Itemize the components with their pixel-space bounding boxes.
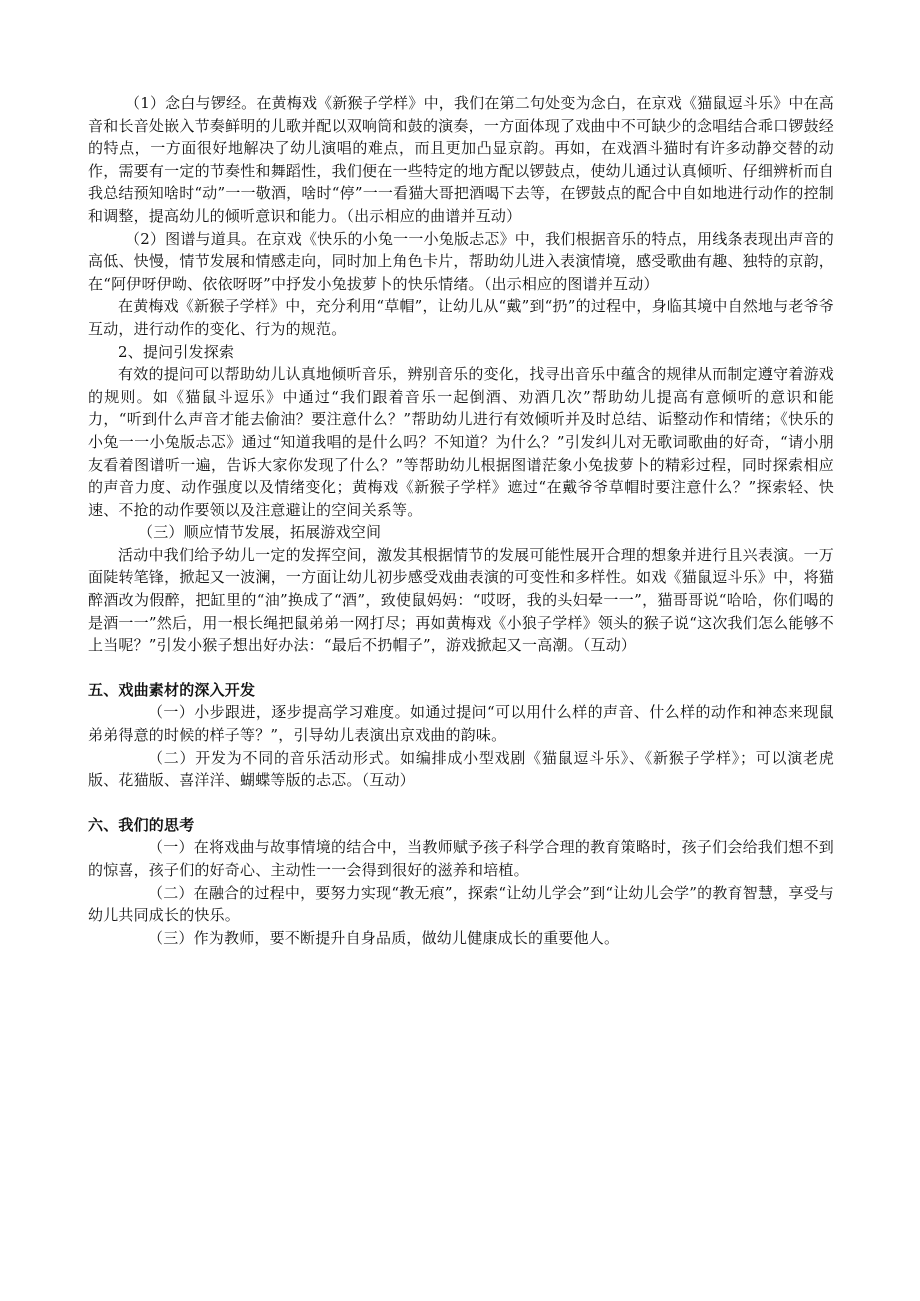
paragraph-six-one: （一）在将戏曲与故事情境的结合中，当教师赋予孩子科学合理的教育策略时，孩子们会给我们想不到的惊喜，孩子们的好奇心、主动性一一会得到很好的滋养和培植。 [88,838,834,879]
subheading-qingjie: （三）顺应情节发展，拓展游戏空间 [138,523,382,542]
paragraph-tiwen: 有效的提问可以帮助幼儿认真地倾听音乐，辨别音乐的变化，找寻出音乐中蕴含的规律从而制定遵守着游戏的规则。如《猫鼠斗逗乐》中通过“我们跟着音乐一起倒酒、劝酒几次”帮助幼儿提高有意倾听的意识和能力，“听到什么声音才能去偷油？要注意什么？”帮助幼儿进行有效倾听并及时总结、诟整动作和情绪；《快乐的小兔一一小兔版忐忑》通过“知道我唱的是什么吗？不知道？为什么？”引发纠儿对无歌词歌曲的好奇，“请小朋友看着图谱听一遍，告诉大家你发现了什么？”等帮助幼儿根据图谱茫象小兔拔萝卜的精彩过程，同时探索相应的声音力度、动作强度以及情绪变化；黄梅戏《新猴子学样》遮过“在戴爷爷草帽时要注意什么？”探索轻、快速、不抢的动作要领以及注意避让的空间关系等。 [88,365,834,519]
section-heading-five: 五、戏曲素材的深入开发 [88,680,256,699]
paragraph-tupu: （2）图谱与道具。在京戏《快乐的小兔一一小兔版忐忑》中，我们根据音乐的特点，用线条表现出声音的高低、快慢，情节发展和情感走向，同时加上角色卡片，帮助幼儿进入表演情境，感受歌曲有趣、独特的京韵，在“阿伊呀伊呦、依依呀呀”中抒发小兔拔萝卜的快乐情绪。（出示相应的图谱并互动） [88,229,834,293]
paragraph-six-two: （二）在融合的过程中，要努力实现“教无痕”，探索“让幼儿学会”到“让幼儿会学”的教育智慧，享受与幼儿共同成长的快乐。 [88,883,834,925]
document-page [88,92,834,949]
paragraph-qingjie: 活动中我们给予幼儿一定的发挥空间，激发其根据情节的发展可能性展开合理的想象并进行且兴表演。一万面陡转笔锋，掀起又一波澜，一方面让幼儿初步感受戏曲表演的可变性和多样性。如戏《猫鼠逗斗乐》中，将猫醉酒改为假醉，把缸里的“油”换成了“酒”，致使鼠妈妈：“哎呀，我的头妇晕一一”，猫哥哥说“哈哈，你们喝的是酒一一”然后，用一根长绳把鼠弟弟一网打尽；再如黄梅戏《小狼子学样》领头的猴子说“这次我们怎么能够不上当呢？”引发小猴子想出好办法：“最后不扔帽子”，游戏掀起又一高潮。（互动） [88,545,834,655]
paragraph-five-one: （一）小步跟进，逐步提高学习难度。如通过提问“可以用什么样的声音、什么样的动作和神态来现鼠弟弟得意的时候的样子等？”，引导幼儿表演出京戏曲的韵味。 [88,703,834,745]
subheading-tiwen: 2、提问引发探索 [118,342,235,361]
paragraph-six-three: （三）作为教师，要不断提升自身品质，做幼儿健康成长的重要他人。 [148,928,620,947]
paragraph-caomao: 在黄梅戏《新猴子学样》中，充分利用“草帽”，让幼儿从“戴”到“扔”的过程中，身临其境中自然地与老爷爷互动，进行动作的变化、行为的规范。 [88,297,835,338]
paragraph-luogu: （1）念白与锣经。在黄梅戏《新猴子学样》中，我们在第二句处变为念白，在京戏《猫鼠逗斗乐》中在高音和长音处嵌入节奏鲜明的儿歌并配以双响筒和鼓的演奏，一方面体现了戏曲中不可缺少的念唱结合乖口锣鼓经的特点，一方面很好地解决了幼儿演唱的难点，而且更加凸显京韵。再如，在戏酒斗猫时有许多动静交替的动作，需要有一定的节奏性和舞蹈性，我们便在一些特定的地方配以锣鼓点，使幼儿通过认真倾听、仔细辨析而自我总结预知啥时“动”一一敬酒，啥时“停”一一看猫大哥把酒喝下去等，在锣鼓点的配合中自如地进行动作的控制和调整，提高幼儿的倾听意识和能力。（出示相应的曲谱并互动） [88,94,834,225]
section-heading-six: 六、我们的思考 [88,815,195,834]
paragraph-five-two: （二）开发为不同的音乐活动形式。如编排成小型戏剧《猫鼠逗斗乐》、《新猴子学样》；可以演老虎版、花猫版、喜洋洋、蝴蝶等版的忐忑。（互动） [88,748,834,790]
